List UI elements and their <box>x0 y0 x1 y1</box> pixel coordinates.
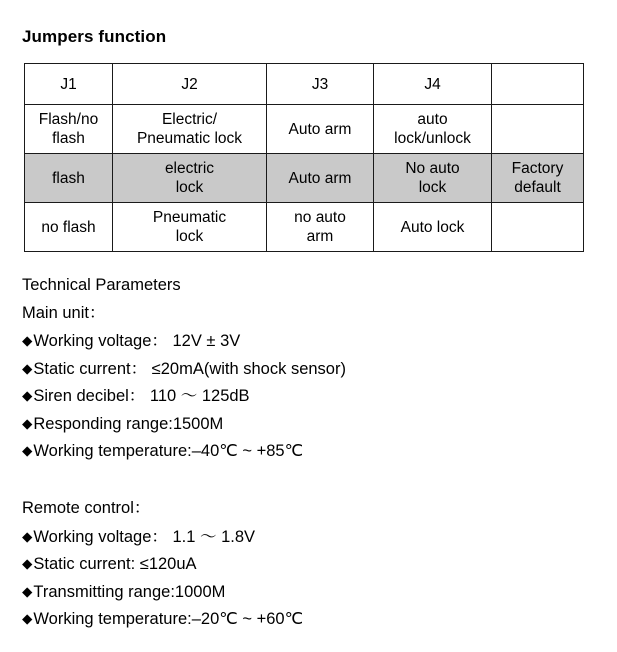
spec-item-text: Working voltage： 12V ± 3V <box>33 332 241 350</box>
diamond-bullet-icon: ◆ <box>22 611 33 626</box>
cell-line: default <box>514 179 561 196</box>
diamond-bullet-icon: ◆ <box>22 415 33 431</box>
cell-line: lock <box>418 179 447 196</box>
page-title: Jumpers function <box>22 27 167 46</box>
diamond-bullet-icon: ◆ <box>22 443 33 458</box>
cell-line: No auto <box>405 160 460 177</box>
cell-line: lock/unlock <box>394 130 471 147</box>
cell-line: Auto arm <box>288 169 352 187</box>
technical-parameters-section <box>22 272 346 465</box>
spec-item-text: Siren decibel： 110 ～ 125dB <box>33 387 250 405</box>
diamond-bullet-icon: ◆ <box>22 360 33 376</box>
spec-item <box>22 410 346 438</box>
cell-line: Flash/no <box>38 111 99 128</box>
table-cell <box>267 154 374 203</box>
cell-line: lock <box>175 228 204 245</box>
spec-item-text: Static current： ≤20mA(with shock sensor) <box>33 359 346 378</box>
jumpers-function-table <box>24 63 584 252</box>
spec-item <box>22 523 303 551</box>
diamond-bullet-icon: ◆ <box>22 556 33 571</box>
diamond-bullet-icon: ◆ <box>22 333 33 348</box>
spec-item-text: Working temperature:–40℃ ~ +85℃ <box>33 442 304 460</box>
table-cell <box>492 203 584 252</box>
table-cell <box>492 105 584 154</box>
table-cell <box>492 154 584 203</box>
table-cell <box>374 203 492 252</box>
cell-line: lock <box>175 179 204 196</box>
table-header-cell: J3 <box>267 64 374 105</box>
table-cell <box>25 203 113 252</box>
cell-line: no flash <box>41 218 96 236</box>
spec-item <box>22 605 303 633</box>
cell-line: Pneumatic <box>152 209 227 226</box>
diamond-bullet-icon: ◆ <box>22 388 33 403</box>
spec-item <box>22 437 346 465</box>
cell-line: auto <box>417 111 448 128</box>
table-cell <box>267 203 374 252</box>
table-header-cell: J4 <box>374 64 492 105</box>
remote-control-section <box>22 495 303 633</box>
subsection-title-remote-control: Remote control： <box>22 499 151 517</box>
table-cell <box>25 154 113 203</box>
table-header-cell: J1 <box>25 64 113 105</box>
table-cell <box>374 154 492 203</box>
cell-line: Auto lock <box>400 218 465 236</box>
spec-item-text: Working temperature:–20℃ ~ +60℃ <box>33 610 304 628</box>
spec-item-text: Responding range:1500M <box>33 414 224 433</box>
spec-item-text: Transmitting range:1000M <box>33 582 226 601</box>
cell-line: Auto arm <box>288 120 352 138</box>
spec-item-text: Working voltage： 1.1 ～ 1.8V <box>33 527 256 546</box>
cell-line: electric <box>164 160 215 177</box>
table-cell <box>374 105 492 154</box>
diamond-bullet-icon: ◆ <box>22 528 33 544</box>
table-header-row <box>25 64 584 105</box>
table-cell <box>113 105 267 154</box>
spec-item-text: Static current: ≤120uA <box>33 555 197 573</box>
table-row-factory-default <box>25 154 584 203</box>
spec-item <box>22 382 346 410</box>
spec-item <box>22 355 346 383</box>
cell-line: arm <box>306 228 334 245</box>
table-cell <box>25 105 113 154</box>
section-title: Technical Parameters <box>22 276 181 294</box>
subsection-title-main-unit: Main unit： <box>22 303 106 322</box>
table-cell <box>267 105 374 154</box>
spec-item <box>22 550 303 578</box>
cell-line: no auto <box>294 209 346 226</box>
table-row <box>25 203 584 252</box>
diamond-bullet-icon: ◆ <box>22 583 33 599</box>
spec-item <box>22 578 303 606</box>
cell-line: flash <box>52 169 85 187</box>
cell-line: Pneumatic lock <box>136 130 243 147</box>
table-row <box>25 105 584 154</box>
table-cell <box>113 154 267 203</box>
cell-line: Factory <box>511 160 564 177</box>
table-header-cell: J2 <box>113 64 267 105</box>
table-cell <box>113 203 267 252</box>
cell-line: flash <box>52 130 85 147</box>
spec-item <box>22 327 346 355</box>
cell-line: Electric/ <box>161 111 218 128</box>
table-header-cell <box>492 64 584 105</box>
